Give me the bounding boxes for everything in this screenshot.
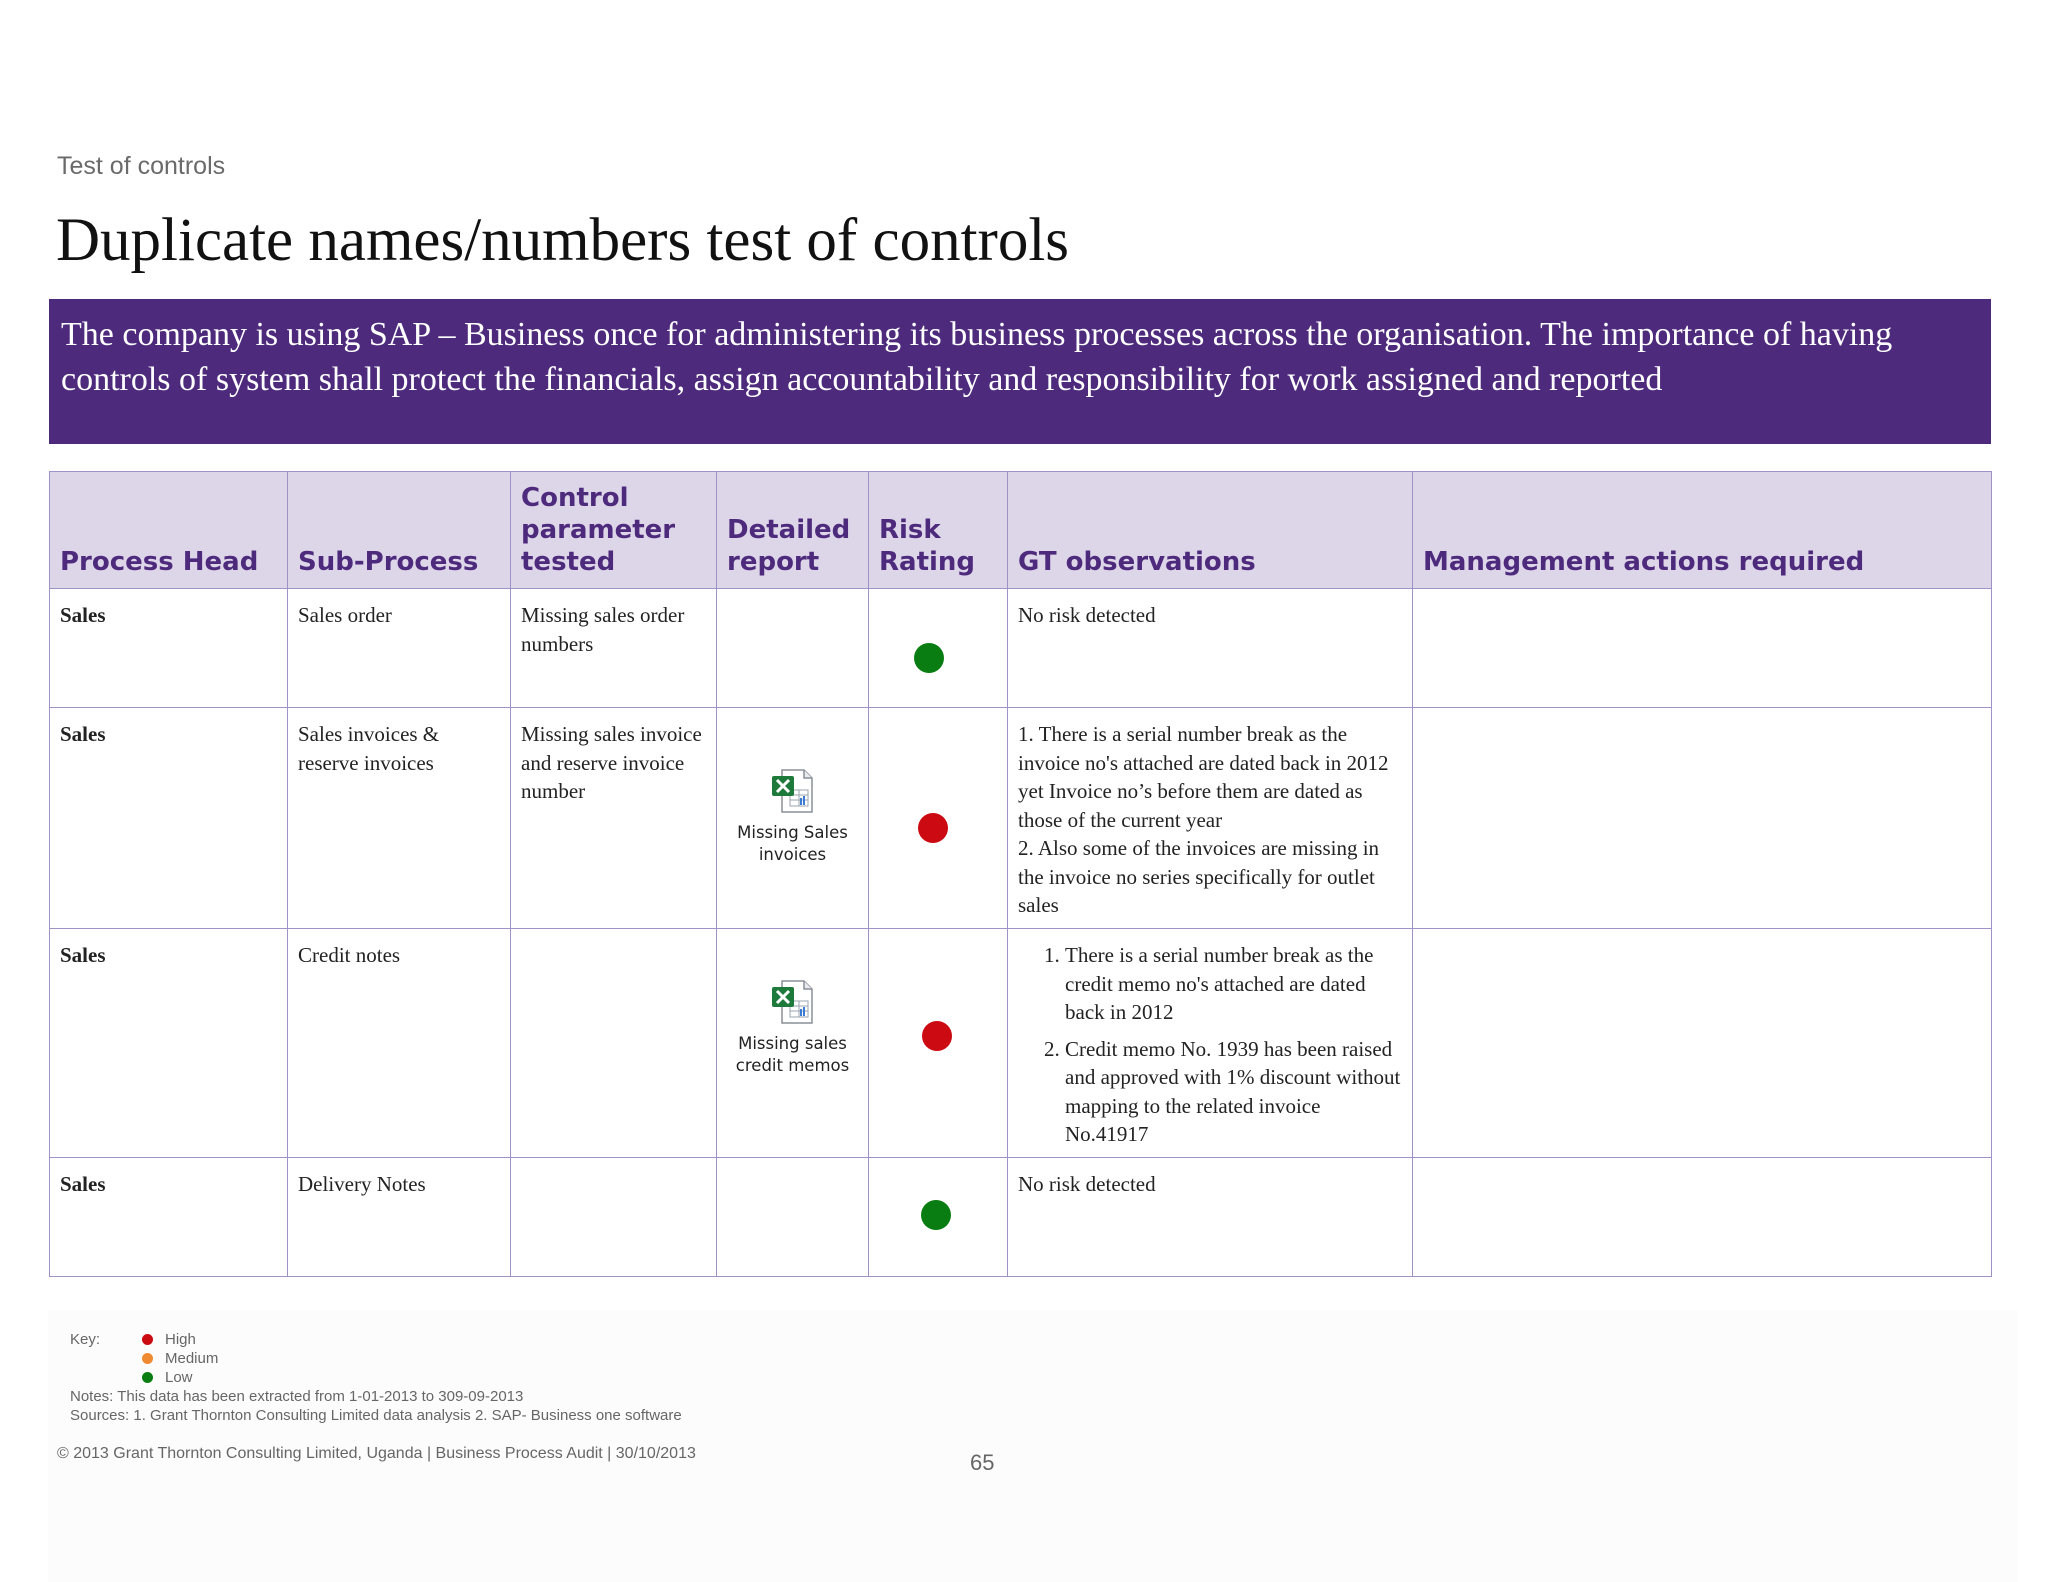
table-row — [50, 929, 1992, 1158]
key-item-label: Low — [165, 1369, 193, 1386]
risk-rating-cell — [869, 589, 1008, 708]
control-parameter-cell — [511, 1158, 717, 1277]
risk-dot-low — [914, 643, 944, 673]
observation-cell — [1008, 929, 1413, 1158]
key-item-low — [142, 1368, 193, 1387]
sub-process-cell: Delivery Notes — [288, 1158, 511, 1277]
excel-attachment[interactable] — [717, 979, 868, 1077]
risk-rating-cell — [869, 708, 1008, 929]
header-gt-observations: GT observations — [1008, 472, 1413, 589]
sub-process-cell: Credit notes — [288, 929, 511, 1158]
observation-cell: 1. There is a serial number break as the invoice no's attached are dated back in 2012 yet Invoice no’s before them are dated as those of the current year 2. Also some of the invoices are missing in the invoice no series specifically for outlet sales — [1008, 708, 1413, 929]
process-head-cell: Sales — [50, 929, 288, 1158]
management-action-cell — [1413, 929, 1992, 1158]
table-row — [50, 708, 1992, 929]
sub-process-cell: Sales invoices & reserve invoices — [288, 708, 511, 929]
risk-rating-cell — [869, 929, 1008, 1158]
detailed-report-cell — [717, 708, 869, 929]
page-title: Duplicate names/numbers test of controls — [56, 207, 1070, 274]
management-action-cell — [1413, 708, 1992, 929]
process-head-cell: Sales — [50, 589, 288, 708]
attachment-label: Missing sales credit memos — [735, 1034, 850, 1075]
excel-attachment[interactable] — [717, 768, 868, 866]
key-dot-medium — [142, 1353, 153, 1364]
control-parameter-cell — [511, 929, 717, 1158]
process-head-cell: Sales — [50, 1158, 288, 1277]
page-number: 65 — [970, 1450, 995, 1475]
risk-rating-cell — [869, 1158, 1008, 1277]
footer-copyright: © 2013 Grant Thornton Consulting Limited, Uganda | Business Process Audit | 30/10/2013 — [57, 1445, 696, 1462]
control-parameter-cell: Missing sales invoice and reserve invoice number — [511, 708, 717, 929]
header-sub-process: Sub-Process — [288, 472, 511, 589]
observation-cell: No risk detected — [1008, 1158, 1413, 1277]
controls-table — [49, 471, 1992, 1277]
control-parameter-cell: Missing sales order numbers — [511, 589, 717, 708]
table-row — [50, 1158, 1992, 1277]
key-item-label: High — [165, 1331, 196, 1348]
intro-banner — [49, 299, 1991, 444]
excel-file-icon — [770, 768, 816, 814]
intro-text: The company is using SAP – Business once for administering its business processes across the organisation. The importance of having controls of system shall protect the financials, assign accountability and responsibility for work assigned and reported — [61, 316, 1893, 398]
management-action-cell — [1413, 1158, 1992, 1277]
observation-item: 1. There is a serial number break as the credit memo no's attached are dated back in 2012 — [1065, 941, 1402, 1027]
key-dot-low — [142, 1372, 153, 1383]
process-head-cell: Sales — [50, 708, 288, 929]
header-management-actions: Management actions required — [1413, 472, 1992, 589]
attachment-label: Missing Sales invoices — [737, 823, 848, 864]
observation-item: 2. Credit memo No. 1939 has been raised and approved with 1% discount without mapping to the related invoice No.41917 — [1065, 1035, 1402, 1149]
table-header-row — [50, 472, 1992, 589]
key-dot-high — [142, 1334, 153, 1345]
detailed-report-cell — [717, 1158, 869, 1277]
detailed-report-cell — [717, 929, 869, 1158]
observation-cell: No risk detected — [1008, 589, 1413, 708]
header-control-parameter: Control parameter tested — [511, 472, 717, 589]
risk-dot-high — [918, 813, 948, 843]
key-label: Key: — [70, 1331, 101, 1348]
header-risk-rating: Risk Rating — [869, 472, 1008, 589]
management-action-cell — [1413, 589, 1992, 708]
observation-list — [1018, 941, 1402, 1149]
header-process-head: Process Head — [50, 472, 288, 589]
section-label: Test of controls — [57, 152, 226, 180]
excel-file-icon — [770, 979, 816, 1025]
sources-text: Sources: 1. Grant Thornton Consulting Limited data analysis 2. SAP- Business one software — [70, 1407, 682, 1424]
key-item-label: Medium — [165, 1350, 219, 1367]
key-item-medium — [142, 1349, 218, 1368]
sub-process-cell: Sales order — [288, 589, 511, 708]
notes-text: Notes: This data has been extracted from 1-01-2013 to 309-09-2013 — [70, 1388, 524, 1405]
key-item-high — [142, 1330, 196, 1349]
detailed-report-cell — [717, 589, 869, 708]
risk-dot-high — [922, 1021, 952, 1051]
risk-dot-low — [921, 1200, 951, 1230]
table-row — [50, 589, 1992, 708]
header-detailed-report: Detailed report — [717, 472, 869, 589]
